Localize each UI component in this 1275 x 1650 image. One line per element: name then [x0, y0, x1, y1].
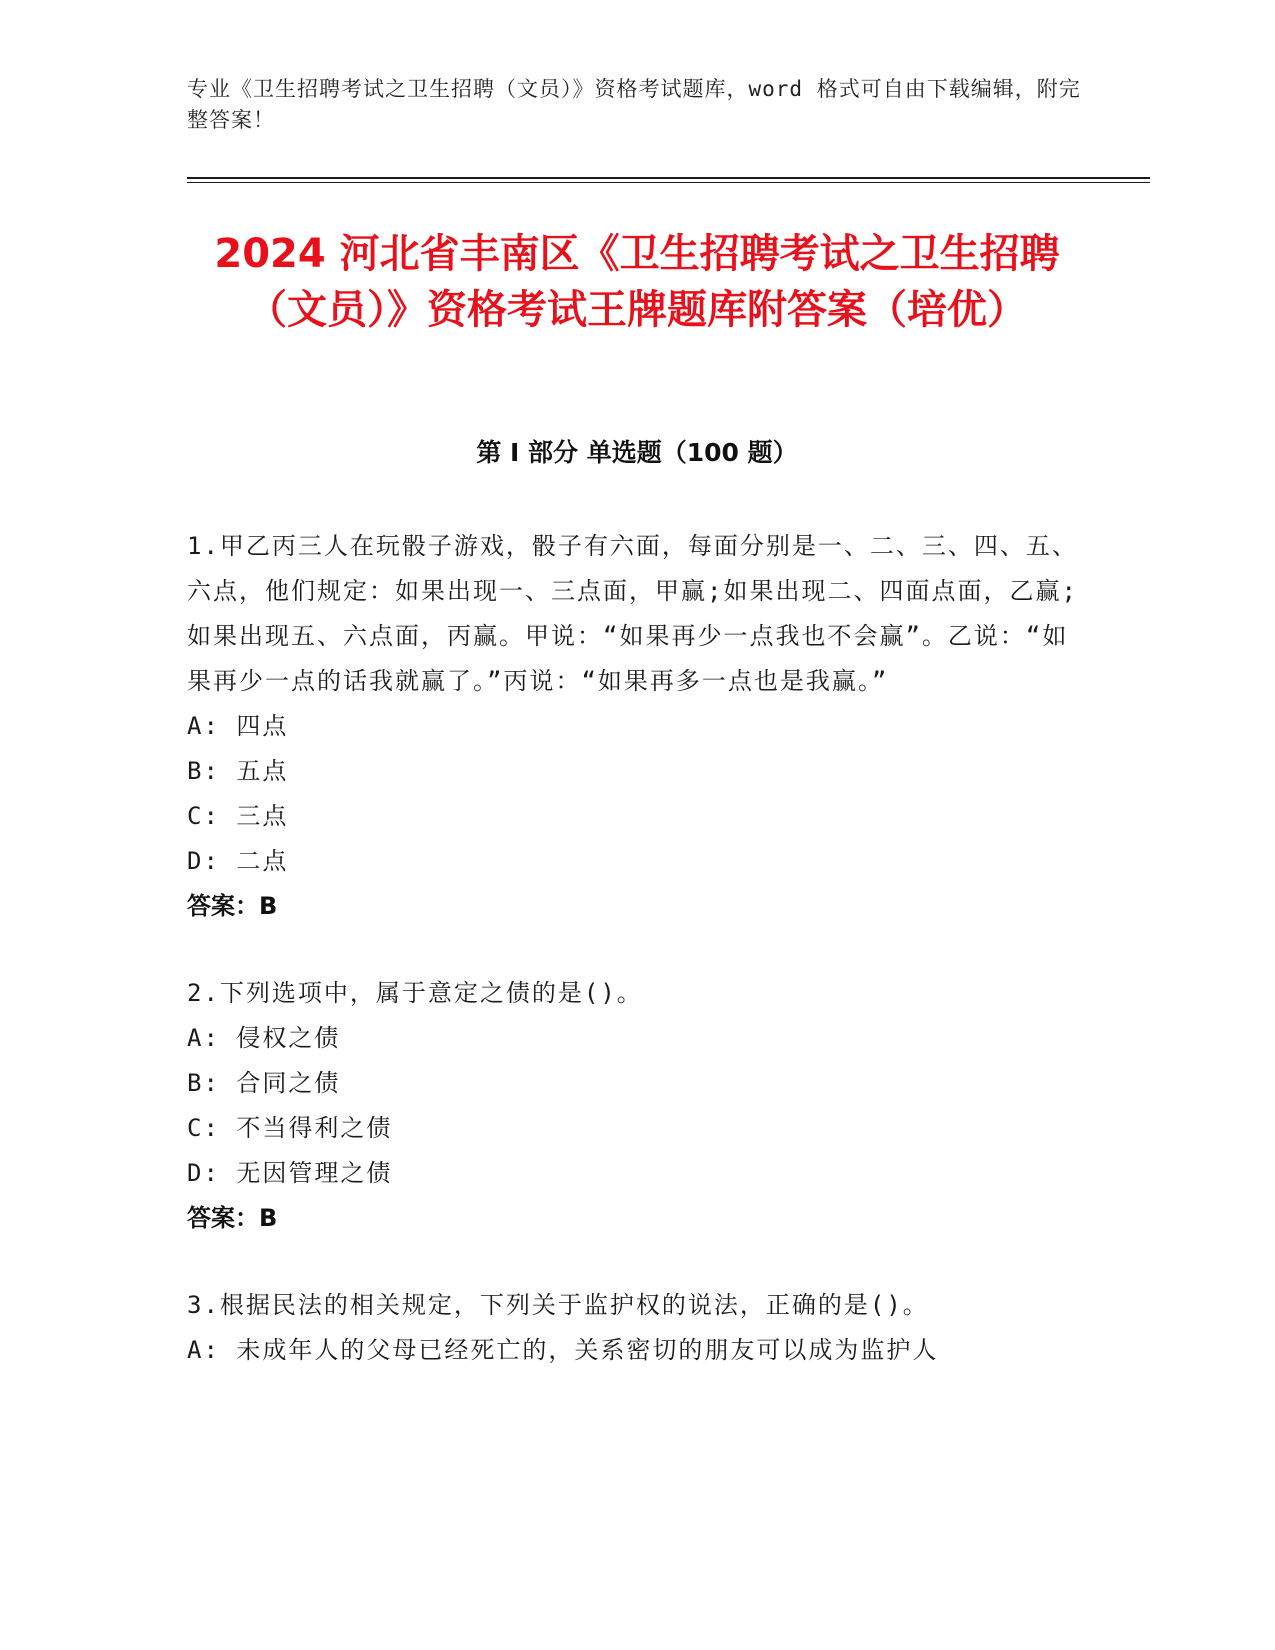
option-b: B: 五点	[187, 757, 289, 785]
question-stem: 1.甲乙丙三人在玩骰子游戏，骰子有六面，每面分别是一、二、三、四、五、六点，他们规定：如果出现一、三点面，甲赢;如果出现二、四面点面，乙赢;如果出现五、六点面，丙赢。甲说：“如果再少一点我也不会赢”。乙说：“如果再少一点的话我就赢了。”丙说：“如果再多一点也是我赢。”	[187, 532, 1078, 695]
question-stem: 2.下列选项中，属于意定之债的是()。	[187, 979, 643, 1007]
option-d: D: 二点	[187, 847, 289, 875]
option-c: C: 不当得利之债	[187, 1114, 393, 1142]
option-a: A: 未成年人的父母已经死亡的，关系密切的朋友可以成为监护人	[187, 1336, 939, 1364]
question-stem: 3.根据民法的相关规定，下列关于监护权的说法，正确的是()。	[187, 1291, 929, 1319]
option-c: C: 三点	[187, 802, 289, 830]
question-1	[187, 524, 1087, 929]
question-3	[187, 1283, 1087, 1373]
document-title: 2024 河北省丰南区《卫生招聘考试之卫生招聘（文员）》资格考试王牌题库附答案（培优）	[214, 231, 1060, 333]
question-list	[187, 524, 1087, 1415]
header-divider-thin	[187, 182, 1150, 183]
header-divider-thick	[187, 177, 1150, 179]
option-a: A: 四点	[187, 712, 289, 740]
option-b: B: 合同之债	[187, 1069, 341, 1097]
header-note: 专业《卫生招聘考试之卫生招聘（文员）》资格考试题库，word 格式可自由下载编辑，附完整答案！	[187, 77, 1081, 132]
answer-line: 答案：B	[187, 892, 278, 920]
question-2	[187, 971, 1087, 1241]
option-a: A: 侵权之债	[187, 1024, 341, 1052]
answer-line: 答案：B	[187, 1204, 278, 1232]
option-d: D: 无因管理之债	[187, 1159, 393, 1187]
section-heading: 第 I 部分 单选题（100 题）	[476, 438, 798, 467]
